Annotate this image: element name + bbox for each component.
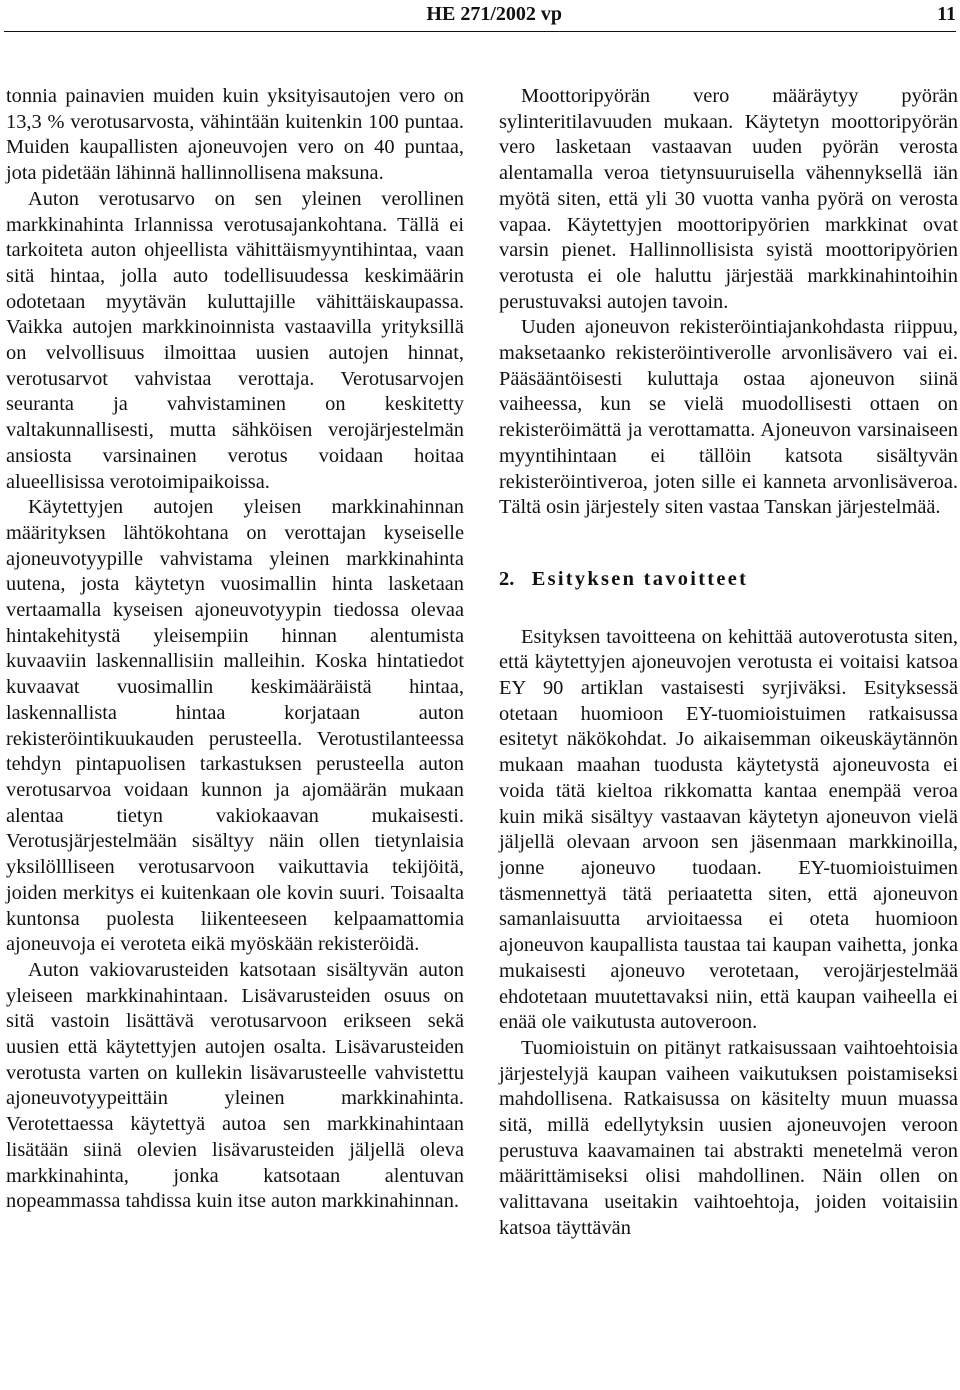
paragraph: Tuomioistuin on pitänyt ratkaisussaan vaihtoehtoisia järjestelyjä kaupan vaiheen vaikutuksen poistamiseksi mahdollisena. Ratkaisussa on käsitelty muun muassa sitä, millä edellytyksin uusien ajoneuvojen veroon perustuva kaavamainen tai abstrakti menetelmä veron määrittämiseksi olisi mahdollinen. Näin ollen on valittavana useitakin vaihtoehtoja, joiden voitaisiin katsoa täyttävän [499, 1036, 958, 1239]
header-rule [4, 31, 956, 32]
paragraph: tonnia painavien muiden kuin yksityisautojen vero on 13,3 % verotusarvosta, vähintään kuitenkin 100 puntaa. Muiden kaupallisten ajoneuvojen vero on 40 puntaa, jota pidetään lähinnä hallinnollisena maksuna. [6, 85, 464, 185]
right-column [499, 84, 958, 1242]
page-number: 11 [937, 3, 956, 25]
paragraph: Uuden ajoneuvon rekisteröintiajankohdasta riippuu, maksetaanko rekisteröintiverolle arvonlisävero vai ei. Pääsääntöisesti kuluttaja ostaa ajoneuvon siinä vaiheessa, kun se vielä muodollisesti ottaen on rekisteröimättä ja verottamatta. Ajoneuvon varsinaiseen myyntihintaan ei tällöin katsota sisältyvän rekisteröintiveroa, joten sille ei kanneta arvonlisäveroa. Tältä osin järjestely siten vastaa Tanskan järjestelmää. [499, 316, 958, 519]
section-number: 2. [499, 567, 515, 590]
section-title: Esityksen tavoitteet [531, 567, 749, 590]
paragraph: Esityksen tavoitteena on kehittää autoverotusta siten, että käytettyjen ajoneuvojen verotusta ei voitaisi katsoa EY 90 artiklan vastaisesti syrjiväksi. Esityksessä otetaan huomioon EY-tuomioistuimen ratkaisussa esitetyt näkökohdat. Jo aikaisemman oikeuskäytännön mukaan maahan tuodusta käytetystä ajoneuvosta ei voida tätä kieltoa rikkomatta kantaa enempää veroa kuin mikä sisältyy vastaavan käytetyn ajoneuvon vielä jäljellä olevaan arvoon sen jäsenmaan markkinoilla, jonne ajoneuvo tuodaan. EY-tuomioistuimen täsmennettyä tätä periaatetta siten, että ajoneuvon samanlaisuutta arvioitaessa ei oteta huomioon ajoneuvon kaupallista taustaa tai kaupan vaihetta, jonka mukaisesti ajoneuvo verotetaan, verojärjestelmää ehdotetaan muutettavaksi niin, että kaupan vaiheella ei enää ole vaikutusta autoveroon. [499, 625, 958, 1034]
section-heading [499, 567, 958, 593]
paragraph: Käytettyjen autojen yleisen markkinahinnan määrityksen lähtökohtana on verottajan kyseiselle ajoneuvotyypille vahvistama yleinen markkinahinta uutena, josta käytetyn vuosimallin hinta lasketaan vertaamalla kyseisen ajoneuvotyypin tiedossa olevaa hintakehitystä yleisempiin hinnan alentumista kuvaaviin laskennallisiin malleihin. Koska hintatiedot kuvaavat vuosimallin keskimääräistä hintaa, laskennallista hintaa korjataan auton rekisteröintikuukauden perusteella. Verotustilanteessa tehdyn pintapuolisen tarkastuksen perusteella auton verotusarvoa voidaan kunnon ja ajomäärän mukaan alentaa tietyn vakiokaavan mukaisesti. Verotusjärjestelmään sisältyy näin ollen tietynlaisia yksilöllliseen verotusarvoon vaikuttavia tekijöitä, joiden merkitys ei kuitenkaan ole kovin suuri. Toisaalta kuntonsa puolesta liikenteeseen kelpaamattomia ajoneuvoja ei veroteta eikä myöskään rekisteröidä. [6, 496, 464, 956]
page-header [0, 0, 960, 30]
paragraph: Moottoripyörän vero määräytyy pyörän sylinteritilavuuden mukaan. Käytetyn moottoripyörän vero lasketaan vastaavan uuden pyörän verosta alentamalla veroa tietynsuuruisella vähennyksellä iän myötä siten, että yli 30 vuotta vanha pyörä on verosta vapaa. Käytettyjen moottoripyörien markkinat ovat varsin pienet. Hallinnollisista syistä moottoripyörien verotusta ei ole haluttu järjestää markkinahintoihin perustuvaksi autojen tavoin. [499, 85, 958, 313]
document-title: HE 271/2002 vp [426, 3, 562, 25]
paragraph: Auton verotusarvo on sen yleinen verollinen markkinahinta Irlannissa verotusajankohtana. Tällä ei tarkoiteta auton ohjeellista vähittäismyyntihintaa, vaan sitä hintaa, jolla auto todellisuudessa keskimäärin odotetaan myytävän kuluttajille vähittäiskaupassa. Vaikka autojen markkinoinnista vastaavilla yrityksillä on velvollisuus ilmoittaa uusien autojen hinnat, verotusarvot vahvistaa verottaja. Verotusarvojen seuranta ja vahvistaminen on keskitetty valtakunnallisesti, mutta sähköisen verojärjestelmän ansiosta varsinainen verotus voidaan hoitaa alueellisissa verotoimipaikoissa. [6, 187, 464, 493]
left-column [6, 84, 464, 1215]
paragraph: Auton vakiovarusteiden katsotaan sisältyvän auton yleiseen markkinahintaan. Lisävarusteiden osuus on sitä vastoin lisättävä verotusarvoon erikseen sekä uusien että käytettyjen autojen osalta. Lisävarusteiden verotusta varten on kullekin lisävarusteelle vahvistettu ajoneuvotyypeittäin yleinen markkinahinta. Verotettaessa käytettyä autoa sen markkinahintaan lisätään siinä olevien lisävarusteiden jäljellä oleva markkinahinta, jonka katsotaan alentuvan nopeammassa tahdissa kuin itse auton markkinahinnan. [6, 958, 464, 1213]
